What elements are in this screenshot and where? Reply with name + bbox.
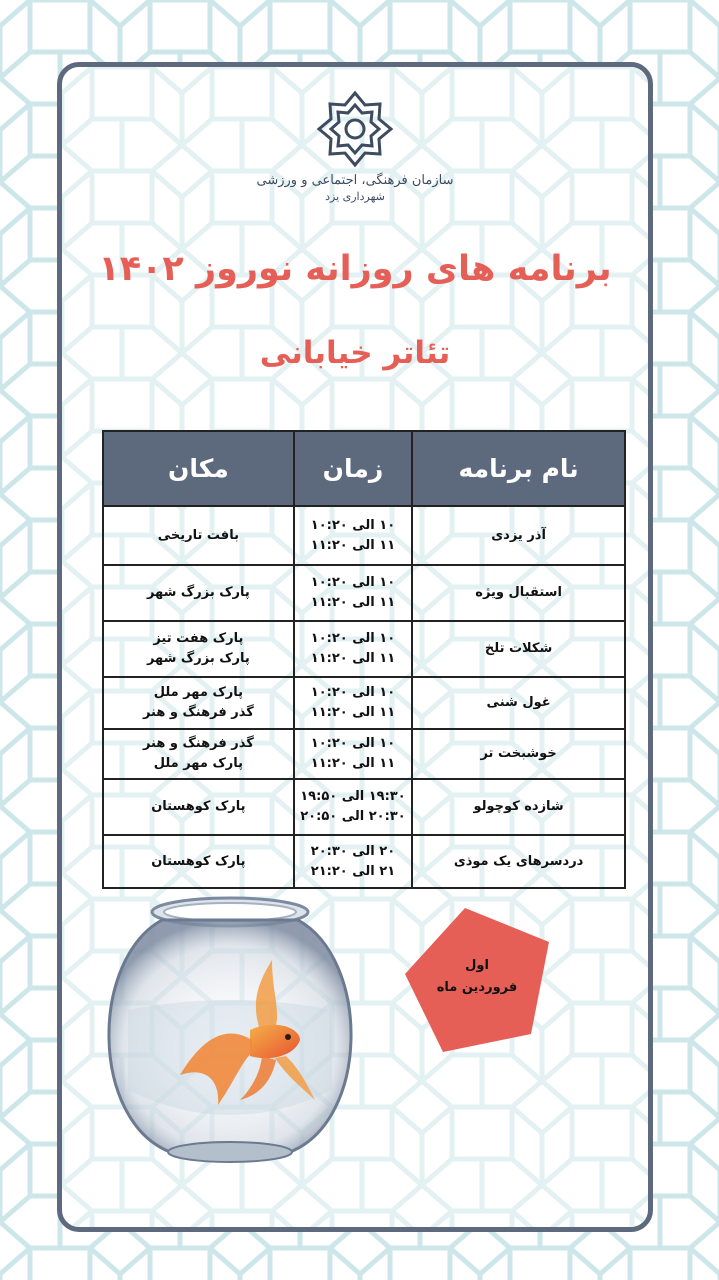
place-line: پارک هفت تیز [153,631,244,646]
time-slot: ۱۱ الی ۱۱:۲۰ [310,756,396,771]
program-place [103,506,294,565]
header-time: زمان [294,431,412,506]
program-time [294,506,412,565]
place-line: پارک کوهستان [151,799,246,814]
place-line: پارک مهر ملل [153,756,244,771]
program-time [294,779,412,835]
time-slot: ۱۱ الی ۱۱:۲۰ [310,595,396,610]
municipality-name: شهرداری یزد [325,190,385,203]
place-line: پارک بزرگ شهر [146,585,250,600]
place-line: بافت تاریخی [157,527,239,543]
time-slot: ۱۱ الی ۱۱:۲۰ [310,705,396,720]
page-title: برنامه های روزانه نوروز ۱۴۰۲ [98,249,612,289]
place-line: پارک بزرگ شهر [146,651,250,666]
program-name: دردسرهای یک موذی [412,835,625,888]
organization-name: سازمان فرهنگی، اجتماعی و ورزشی [256,173,454,188]
time-slot: ۱۰ الی ۱۰:۲۰ [310,517,396,533]
badge-day: اول [465,958,489,973]
time-slot: ۲۰ الی ۲۰:۳۰ [310,843,396,859]
table-header-row [103,431,625,506]
program-name: شازده کوچولو [412,779,625,835]
table-row [103,729,625,779]
program-time [294,835,412,888]
program-name: خوشبخت تر [412,729,625,779]
program-time [294,729,412,779]
time-slot: ۱۹:۳۰ الی ۱۹:۵۰ [300,789,406,804]
header-place: مکان [103,431,294,506]
program-name: آذر یزدی [412,506,625,565]
table-row [103,506,625,565]
time-slot: ۱۰ الی ۱۰:۲۰ [310,631,396,646]
place-line: پارک کوهستان [151,853,246,869]
date-badge-text [405,955,549,999]
table-row [103,621,625,677]
table-row [103,565,625,621]
program-place [103,677,294,729]
place-line: گذر فرهنگ و هنر [142,705,254,720]
program-time [294,621,412,677]
time-slot: ۱۱ الی ۱۱:۲۰ [310,651,396,666]
place-line: پارک مهر ملل [153,685,244,700]
time-slot: ۱۰ الی ۱۰:۲۰ [310,685,396,700]
program-place [103,779,294,835]
table-row [103,835,625,888]
program-place [103,565,294,621]
header-program-name: نام برنامه [412,431,625,506]
time-slot: ۱۱ الی ۱۱:۲۰ [310,537,396,553]
table-row [103,677,625,729]
program-place [103,835,294,888]
organization-logo [62,89,648,203]
program-place [103,729,294,779]
badge-month: فروردین ماه [436,980,518,995]
time-slot: ۱۰ الی ۱۰:۲۰ [310,575,396,590]
goldfish-bowl-icon [100,890,360,1170]
time-slot: ۱۰ الی ۱۰:۲۰ [310,736,396,751]
place-line: گذر فرهنگ و هنر [142,736,254,751]
schedule-table [102,430,626,889]
program-name: غول شنی [412,677,625,729]
program-name: شکلات تلخ [412,621,625,677]
geometric-star-rosette-icon [315,89,395,169]
program-time [294,677,412,729]
table-row [103,779,625,835]
program-time [294,565,412,621]
program-name: استقبال ویژه [412,565,625,621]
program-place [103,621,294,677]
time-slot: ۲۱ الی ۲۱:۲۰ [310,863,396,879]
page-subtitle: تئاتر خیابانی [259,335,451,371]
time-slot: ۲۰:۳۰ الی ۲۰:۵۰ [300,809,406,824]
